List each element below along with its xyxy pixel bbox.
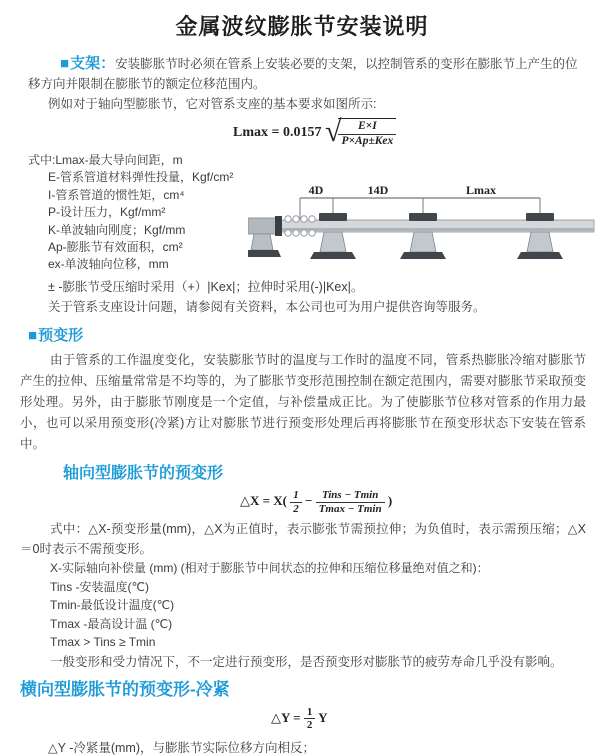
definition-line: K-单波轴向刚度；Kgf/mm: [48, 222, 186, 237]
support-example-line: 例如对于轴向型膨胀节，它对管系支座的基本要求如图所示:: [48, 97, 377, 111]
section-marker-square: ■: [60, 55, 70, 72]
formula-lhs: △X = X(: [240, 493, 288, 509]
support-section-heading: [60, 55, 115, 72]
definition-line: ex-单波轴向位移，mm: [48, 257, 169, 272]
anchor-end-cap: [275, 216, 282, 236]
lateral-cold-tightening-note: △Y -冷紧量(mm)，与膨胀节实际位移方向相反；: [48, 741, 316, 756]
support-intro-text: 安装膨胀节时必须在管系上安装必要的支架，以控制管系的变形在膨胀节上产生的位移方向并限制在膨胀节的额定位移范围内。: [28, 57, 578, 91]
support-intro-paragraph: [28, 54, 586, 94]
lmax-formula-lhs: Lmax = 0.0157: [233, 125, 322, 141]
fraction-numerator: E×I: [358, 120, 377, 133]
consulting-note: 关于管系支座设计问题，请参阅有关资料，本公司也可为用户提供咨询等服务。: [48, 300, 486, 314]
formula-rhs: Y: [318, 709, 328, 725]
temperature-ratio-fraction: [316, 489, 385, 515]
anchor-pipe-stub: [248, 218, 277, 234]
sign-convention-note: ± -膨胀节受压缩时采用（+）|Kex|；拉伸时采用(-)|Kex|。: [48, 280, 364, 294]
predeform-section-heading: [28, 326, 586, 346]
fraction-denominator: Tmax − Tmin: [316, 502, 385, 516]
pipe-support-diagram: [248, 182, 600, 282]
sqrt-expression: [324, 115, 396, 148]
fraction-numerator: 1: [293, 489, 299, 501]
axial-general-note: 一般变形和受力情况下，不一定进行预变形，是否预变形对膨胀节的疲劳寿命几乎没有影响。: [50, 654, 563, 669]
sqrt-sign-icon: √: [324, 115, 342, 148]
one-half-fraction: [290, 489, 302, 515]
page-title: 金属波纹膨胀节安装说明: [175, 14, 429, 39]
minus-operator: −: [305, 493, 313, 509]
variable-line: Tins -安装温度(℃): [50, 579, 150, 594]
fraction-denominator: 2: [304, 718, 316, 732]
predeform-section-title: 预变形: [38, 327, 84, 344]
fraction-denominator: 2: [290, 502, 302, 516]
lateral-predeform-heading: 横向型膨胀节的预变形-冷紧: [20, 679, 230, 699]
one-half-fraction: [304, 706, 316, 732]
fraction-numerator: Tins − Tmin: [321, 489, 379, 501]
variable-line: Tmax -最高设计温 (℃): [50, 616, 173, 631]
sqrt-fraction: [338, 118, 396, 147]
section-marker-square: ■: [28, 327, 38, 344]
variable-line: Tmax > Tins ≥ Tmin: [50, 635, 156, 650]
definition-line: E-管系管道材料弹性投量，Kgf/cm²: [48, 170, 234, 185]
formula-rhs: ): [387, 493, 393, 509]
axial-formula-explanation: 式中：△X-预变形量(mm)，△X为正值时，表示膨张节需预拉伸；为负值时，表示需预压缩；△X＝0时表示不需预变形。: [20, 522, 586, 557]
axial-predeform-heading: 轴向型膨胀节的预变形: [63, 465, 224, 482]
pipe-shadow: [278, 228, 594, 231]
support-section-title: 支架：: [70, 55, 116, 72]
axial-variable-list: [18, 559, 586, 652]
definition-line: Ap-膨胀节有效面积，cm²: [48, 240, 183, 255]
dimension-label-14d: 14D: [367, 183, 389, 197]
fraction-numerator: 1: [306, 705, 313, 718]
dimension-label-lmax: Lmax: [466, 183, 496, 197]
lmax-formula: [233, 115, 586, 148]
definition-line: I-管系管道的惯性矩，cm⁴: [48, 187, 185, 202]
fraction-denominator: P×Ap±Kex: [338, 134, 396, 148]
formula-lhs: △Y =: [271, 709, 301, 725]
anchor-support: [248, 234, 281, 257]
lateral-predeform-formula: [271, 706, 586, 732]
definition-line: 式中:Lmax-最大导向间距，m: [28, 153, 183, 167]
axial-predeform-formula: [240, 489, 586, 515]
dimension-label-4d: 4D: [308, 183, 324, 197]
variable-line: X-实际轴向补偿量 (mm) (相对于膨胀节中间状态的拉伸和压缩位移量绝对值之和)：: [50, 561, 489, 576]
definition-line: P-设计压力，Kgf/mm²: [48, 205, 166, 220]
variable-line: Tmin-最低设计温度(℃): [50, 598, 175, 613]
definitions-and-diagram: [18, 152, 586, 274]
predeform-body-paragraph: 由于管系的工作温度变化，安装膨胀节时的温度与工作时的温度不同，管系热膨胀冷缩对膨胀节产生的拉伸、压缩量常常是不均等的，为了膨胀节变形范围控制在额定范围内，需要对膨胀节采取预变形处理。另外，由于膨胀节刚度是一个定值，与补偿量成正比。为了使膨胀节位移对管系的作用力最小，也可以采用预变形(冷紧)方让对膨胀节进行预变形处理后再将膨胀节在预变形状态下安装在管系中。: [20, 353, 586, 451]
